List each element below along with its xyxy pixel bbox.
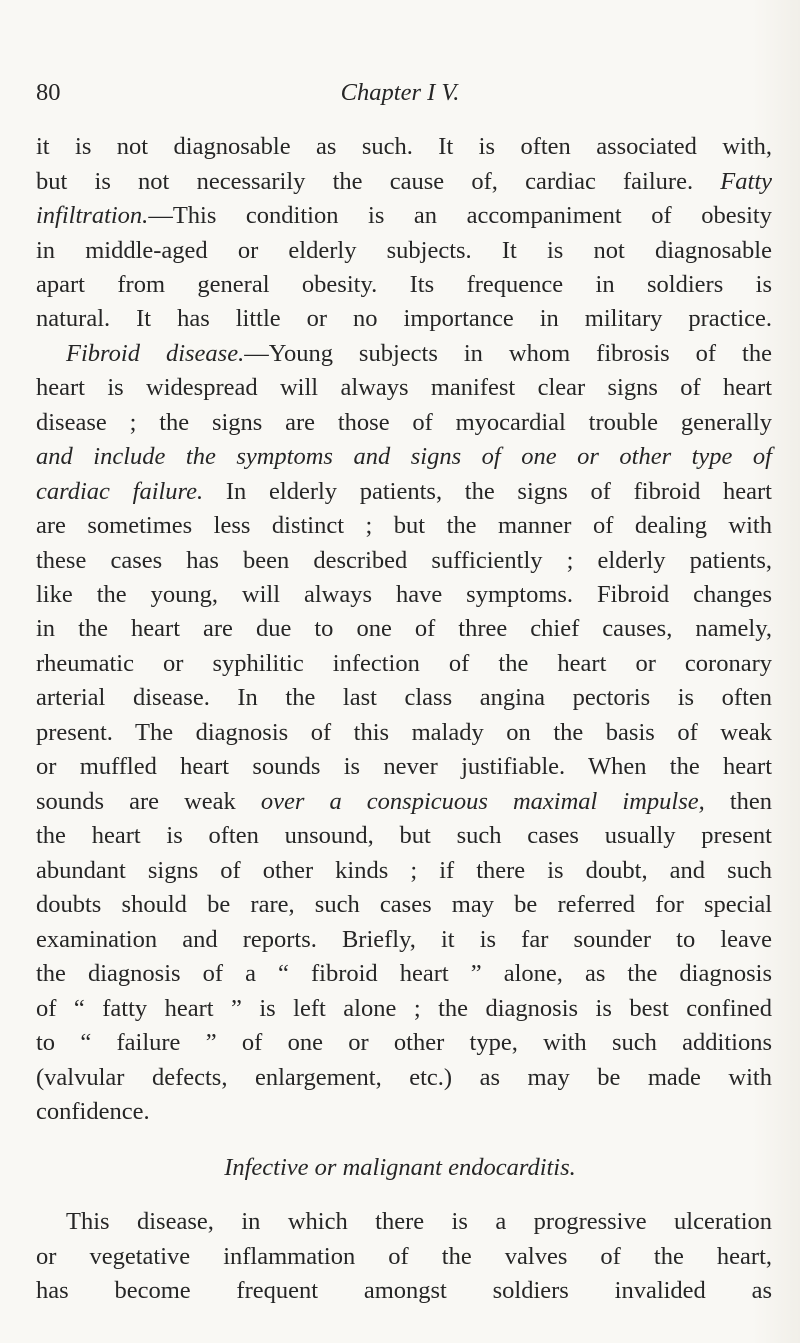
italic-text: cardiac failure. (36, 478, 204, 505)
text-span: —This condition is an accompaniment of obesity (148, 202, 772, 229)
text-span: to “ failure ” of one or other type, with such additions (36, 1029, 772, 1056)
text-line (36, 270, 772, 300)
text-line (36, 1242, 772, 1272)
text-span: sounds are weak (36, 788, 236, 815)
italic-text: and include the symptoms and signs of one or other type of (36, 443, 772, 470)
text-line (36, 821, 772, 851)
text-line (36, 1028, 772, 1058)
text-line (36, 304, 772, 334)
text-span: then (704, 788, 773, 815)
text-span: In elderly patients, the signs of fibroid heart (203, 478, 772, 505)
text-line (66, 1207, 772, 1237)
text-span: heart is widespread will always manifest clear signs of heart (36, 374, 772, 401)
text-line (36, 925, 772, 955)
text-span: the heart is often unsound, but such cases usually present (36, 822, 772, 849)
text-span: in the heart are due to one of three chief causes, namely, (36, 615, 772, 642)
text-span: examination and reports. Briefly, it is far sounder to leave (36, 926, 772, 953)
italic-heading: infiltration. (36, 202, 149, 229)
text-span: natural. It has little or no importance in military practice. (36, 305, 772, 332)
running-header: Chapter I V. (340, 79, 460, 106)
text-span: like the young, will always have symptoms. Fibroid changes (36, 581, 772, 608)
italic-heading: Fatty (720, 168, 773, 195)
text-span: (valvular defects, enlargement, etc.) as may be made with (36, 1064, 772, 1091)
text-line (66, 339, 772, 369)
text-span: or vegetative inflammation of the valves of the heart, (36, 1243, 772, 1270)
text-span: rheumatic or syphilitic infection of the heart or coronary (36, 650, 772, 677)
italic-text: over a conspicuous maximal impulse, (260, 788, 705, 815)
text-span: This disease, in which there is a progressive ulceration (66, 1208, 772, 1235)
text-span: but is not necessarily the cause of, cardiac failure. (36, 168, 694, 195)
text-line (36, 1097, 772, 1127)
text-span: disease ; the signs are those of myocardial trouble generally (36, 409, 772, 436)
text-line (36, 580, 772, 610)
text-line (36, 752, 772, 782)
text-line (36, 132, 772, 162)
section-heading (0, 1153, 800, 1183)
text-line (36, 408, 772, 438)
text-line (36, 477, 772, 507)
text-span: or muffled heart sounds is never justifiable. When the heart (36, 753, 772, 780)
text-span: it is not diagnosable as such. It is often associated with, (36, 133, 772, 160)
text-span: apart from general obesity. Its frequence in soldiers is (36, 271, 772, 298)
text-span: confidence. (36, 1098, 150, 1125)
text-line (36, 614, 772, 644)
text-span: of “ fatty heart ” is left alone ; the diagnosis is best confined (36, 995, 772, 1022)
page-number: 80 (36, 79, 61, 106)
text-line (36, 959, 772, 989)
text-line (36, 1063, 772, 1093)
text-line (36, 890, 772, 920)
text-line (36, 787, 772, 817)
text-line (36, 167, 772, 197)
text-line (36, 1276, 772, 1306)
text-line (36, 856, 772, 886)
text-span: the diagnosis of a “ fibroid heart ” alone, as the diagnosis (36, 960, 772, 987)
text-span: present. The diagnosis of this malady on the basis of weak (36, 719, 772, 746)
text-span: —Young subjects in whom fibrosis of the (244, 340, 772, 367)
text-line (36, 718, 772, 748)
text-line (36, 994, 772, 1024)
section-heading-text: Infective or malignant endocarditis. (224, 1154, 576, 1181)
text-line (36, 511, 772, 541)
italic-heading: Fibroid disease. (66, 340, 245, 367)
text-span: arterial disease. In the last class angina pectoris is often (36, 684, 772, 711)
text-line (36, 546, 772, 576)
text-span: are sometimes less distinct ; but the manner of dealing with (36, 512, 772, 539)
text-line (36, 649, 772, 679)
text-line (36, 201, 772, 231)
text-span: in middle-aged or elderly subjects. It is not diagnosable (36, 237, 772, 264)
text-line (36, 373, 772, 403)
text-span: has become frequent amongst soldiers invalided as (36, 1277, 772, 1304)
text-line (36, 442, 772, 472)
text-line (36, 683, 772, 713)
text-span: doubts should be rare, such cases may be referred for special (36, 891, 772, 918)
text-span: abundant signs of other kinds ; if there is doubt, and such (36, 857, 772, 884)
text-line (36, 236, 772, 266)
text-span: these cases has been described sufficiently ; elderly patients, (36, 547, 772, 574)
